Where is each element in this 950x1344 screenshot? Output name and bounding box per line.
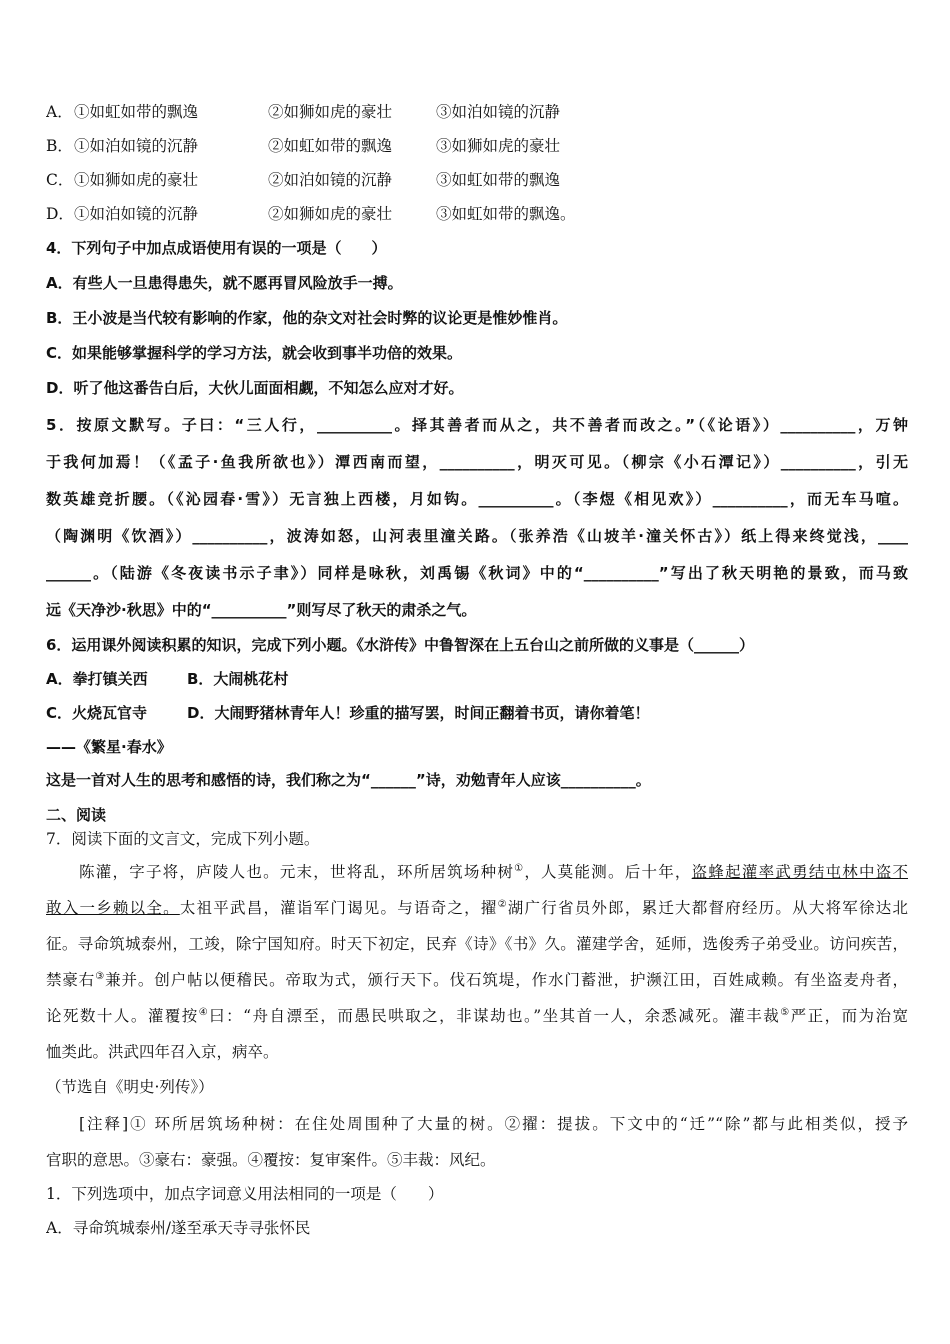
passage-line: 论死数十人。灌覆按④曰：“舟自漂至，而愚民哄取之，非谋劫也。”坐其首一人，余悉减死。灌丰裁⑤严正，而为治宽: [46, 1006, 908, 1025]
q6-stem: 6．运用课外阅读积累的知识，完成下列小题。《水浒传》中鲁智深在上五台山之前所做的义事是（______）: [46, 636, 754, 654]
q3-option-b: B．①如泊如镜的沉静 ②如虹如带的飘逸 ③如狮如虎的豪壮: [46, 137, 561, 155]
q5-line: 数英雄竞折腰。（《沁园春·雪》）无言独上西楼，月如钩。__________。（李煜《相见欢》）__________，而无车马喧。: [46, 490, 908, 508]
q3-option-a: A．①如虹如带的飘逸 ②如狮如虎的豪壮 ③如泊如镜的沉静: [46, 103, 561, 121]
passage-line: 陈灌，字子将，庐陵人也。元末，世将乱，环所居筑场种树①，人莫能测。后十年，盗蜂起灌率武勇结屯林中盗不: [79, 862, 908, 881]
q4-option-c: C．如果能够掌握科学的学习方法，就会收到事半功倍的效果。: [46, 344, 463, 362]
q3-option-d: D．①如泊如镜的沉静 ②如狮如虎的豪壮 ③如虹如带的飘逸。: [46, 205, 576, 223]
q6-source: ——《繁星·春水》: [46, 738, 172, 756]
annotation-line: [注释]① 环所居筑场种树：在住处周围种了大量的树。②擢：提拔。下文中的“迁”“除”都与此相类似，授予: [79, 1115, 908, 1133]
q4-option-b: B．王小波是当代较有影响的作家，他的杂文对社会时弊的议论更是惟妙惟肖。: [46, 309, 568, 327]
q7-sub-option-a: A．寻命筑城泰州/遂至承天寺寻张怀民: [46, 1219, 311, 1237]
passage-line: 禁豪右③兼并。创户帖以便稽民。帝取为式，颁行天下。伐石筑堤，作水门蓄泄，护濒江田，百姓咸赖。有坐盗麦舟者，: [46, 970, 908, 989]
passage-line: 恤类此。洪武四年召入京，病卒。: [46, 1043, 279, 1061]
q7-sub-question: 1．下列选项中，加点字词意义用法相同的一项是（ ）: [46, 1185, 444, 1203]
passage-line: 征。寻命筑城泰州，工竣，除宁国知府。时天下初定，民弃《诗》《书》久。灌建学舍，延师，选俊秀子弟受业。访问疾苦，: [46, 935, 908, 953]
q6-sub-question: 这是一首对人生的思考和感悟的诗，我们称之为“______”诗，劝勉青年人应该__________。: [46, 771, 651, 789]
q4-option-a: A．有些人一旦患得患失，就不愿再冒风险放手一搏。: [46, 274, 403, 292]
passage-source: （节选自《明史·列传》）: [46, 1078, 214, 1096]
q4-option-d: D．听了他这番告白后，大伙儿面面相觑，不知怎么应对才好。: [46, 379, 464, 397]
q6-options-ab: A．拳打镇关西 B．大闹桃花村: [46, 670, 289, 688]
q7-stem: 7．阅读下面的文言文，完成下列小题。: [46, 830, 320, 848]
q5-line: （陶渊明《饮酒》）__________，波涛如怒，山河表里潼关路。（张养浩《山坡羊·潼关怀古》）纸上得来终觉浅，____: [46, 527, 908, 545]
q3-option-c: C．①如狮如虎的豪壮 ②如泊如镜的沉静 ③如虹如带的飘逸: [46, 171, 561, 189]
q5-line: ______。（陆游《冬夜读书示子聿》）同样是咏秋，刘禹锡《秋词》中的“__________”写出了秋天明艳的景致，而马致: [46, 564, 908, 582]
section-heading: 二、阅读: [46, 806, 107, 824]
q5-line: 于我何加焉！（《孟子·鱼我所欲也》）潭西南而望，__________，明灭可见。（柳宗《小石潭记》）__________，引无: [46, 453, 908, 471]
q4-stem: 4．下列句子中加点成语使用有误的一项是（ ）: [46, 239, 387, 257]
passage-line: 敢入一乡赖以全。太祖平武昌，灌诣军门谒见。与语奇之，擢②湖广行省员外郎，累迁大都督府经历。从大将军徐达北: [46, 898, 908, 917]
q6-options-cd: C．火烧瓦官寺 D．大闹野猪林青年人！珍重的描写罢，时间正翻着书页，请你着笔！: [46, 704, 650, 722]
q5-line: 5．按原文默写。子曰：“三人行，__________。择其善者而从之，共不善者而改之。”（《论语》）__________，万钟: [46, 416, 908, 434]
q5-line: 远《天净沙·秋思》中的“__________”则写尽了秋天的肃杀之气。: [46, 601, 477, 619]
annotation-line: 官职的意思。③豪右：豪强。④覆按：复审案件。⑤丰裁：风纪。: [46, 1151, 496, 1169]
